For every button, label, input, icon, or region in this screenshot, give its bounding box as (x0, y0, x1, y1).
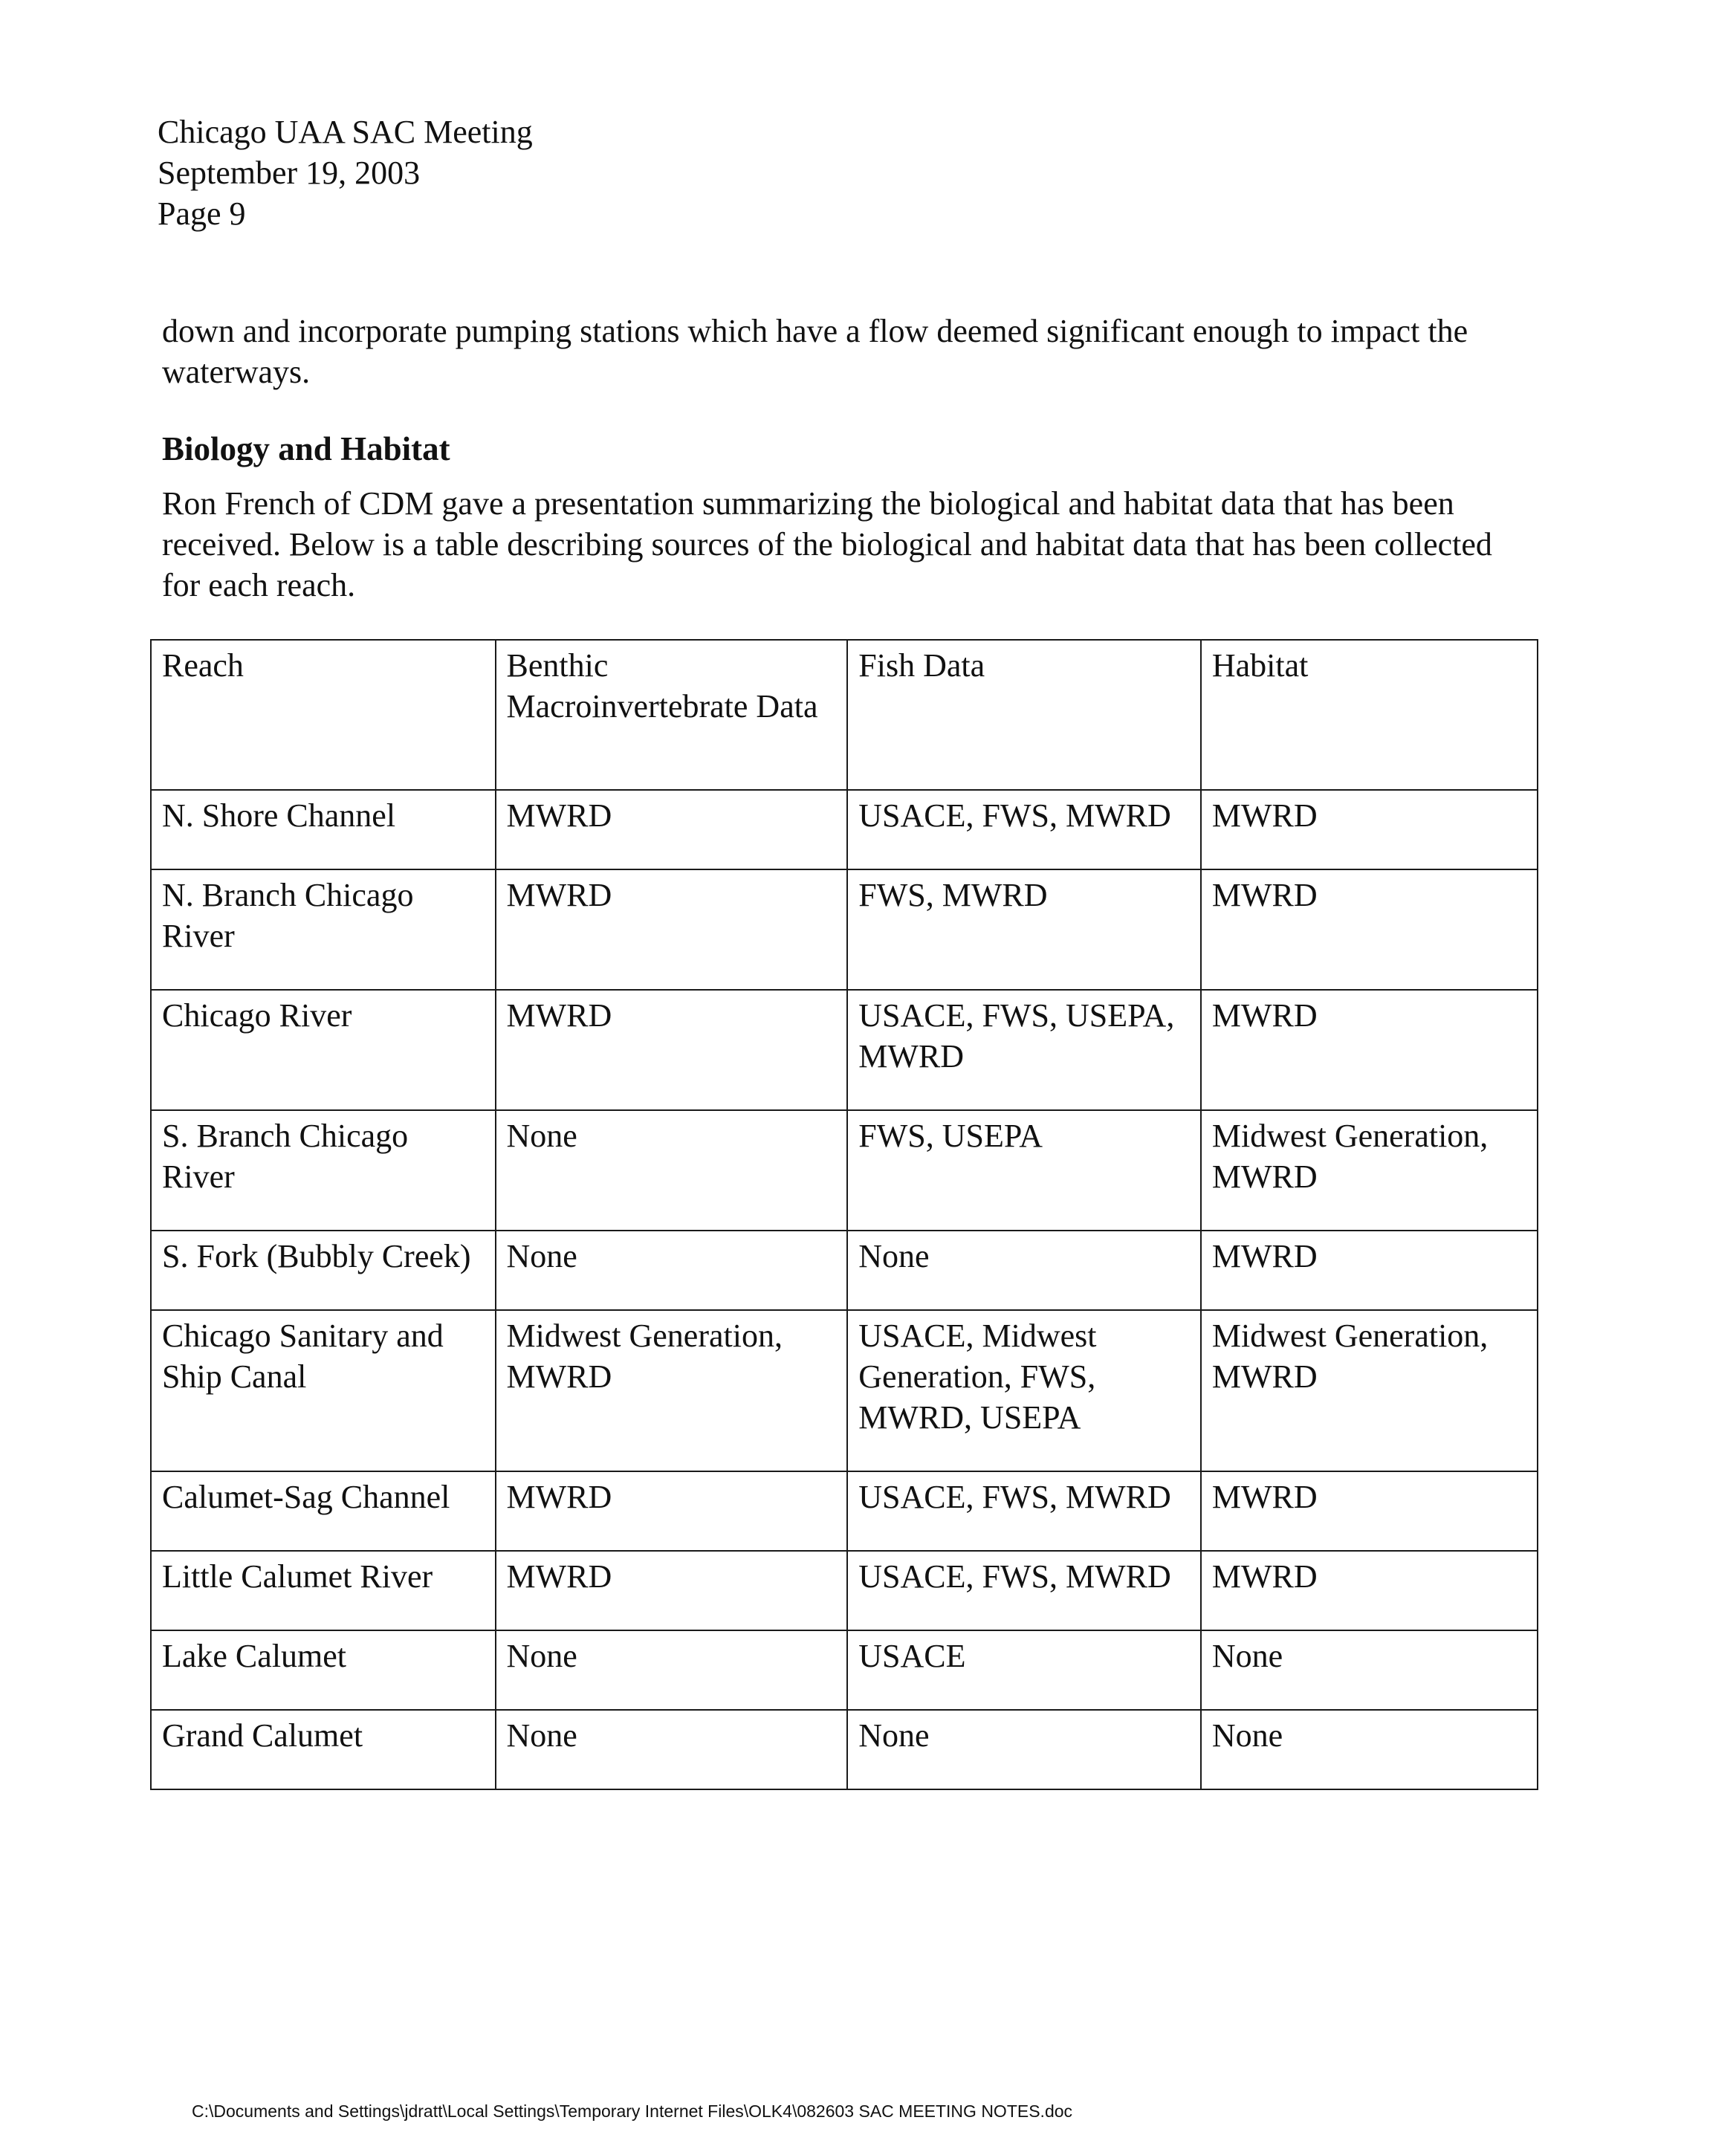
cell-fish: FWS, USEPA (847, 1110, 1201, 1231)
cell-benthic: None (496, 1231, 848, 1310)
cell-habitat: MWRD (1201, 1231, 1538, 1310)
table-row (151, 1710, 1538, 1789)
table-row (151, 1471, 1538, 1551)
cell-reach: Little Calumet River (151, 1551, 496, 1630)
header-cell-fish: Fish Data (847, 640, 1201, 790)
table-row (151, 869, 1538, 990)
cell-fish: FWS, MWRD (847, 869, 1201, 990)
cell-habitat: Midwest Generation, MWRD (1201, 1110, 1538, 1231)
cell-benthic: MWRD (496, 790, 848, 869)
cell-habitat: MWRD (1201, 1551, 1538, 1630)
cell-habitat: MWRD (1201, 1471, 1538, 1551)
cell-reach: N. Shore Channel (151, 790, 496, 869)
footer-file-path: C:\Documents and Settings\jdratt\Local Settings\Temporary Internet Files\OLK4\082603 SAC MEETING NOTES.doc (192, 2101, 1073, 2121)
header-cell-benthic: Benthic Macroinvertebrate Data (496, 640, 848, 790)
cell-fish: USACE, FWS, MWRD (847, 1471, 1201, 1551)
header-cell-habitat: Habitat (1201, 640, 1538, 790)
header-page-number: Page 9 (158, 195, 246, 232)
table-row (151, 1630, 1538, 1710)
cell-habitat: None (1201, 1710, 1538, 1789)
document-header (158, 111, 533, 234)
cell-benthic: MWRD (496, 990, 848, 1110)
cell-fish: USACE, FWS, MWRD (847, 1551, 1201, 1630)
cell-fish: None (847, 1710, 1201, 1789)
cell-reach: S. Fork (Bubbly Creek) (151, 1231, 496, 1310)
table-row (151, 1231, 1538, 1310)
data-sources-table (150, 639, 1538, 1790)
cell-habitat: None (1201, 1630, 1538, 1710)
cell-fish: None (847, 1231, 1201, 1310)
table-row (151, 1310, 1538, 1471)
header-date: September 19, 2003 (158, 155, 421, 191)
table-row (151, 1551, 1538, 1630)
cell-habitat: Midwest Generation, MWRD (1201, 1310, 1538, 1471)
cell-benthic: Midwest Generation, MWRD (496, 1310, 848, 1471)
table-row (151, 990, 1538, 1110)
table-header-row (151, 640, 1538, 790)
cell-fish: USACE, FWS, MWRD (847, 790, 1201, 869)
cell-benthic: None (496, 1110, 848, 1231)
cell-habitat: MWRD (1201, 869, 1538, 990)
section-paragraph: Ron French of CDM gave a presentation summarizing the biological and habitat data that has been received. Below is a table describing sources of the biological and habitat data that has been collected for each reach. (162, 485, 1492, 603)
cell-fish: USACE, Midwest Generation, FWS, MWRD, USEPA (847, 1310, 1201, 1471)
cell-benthic: MWRD (496, 1471, 848, 1551)
cell-fish: USACE (847, 1630, 1201, 1710)
cell-reach: Chicago Sanitary and Ship Canal (151, 1310, 496, 1471)
cell-habitat: MWRD (1201, 990, 1538, 1110)
table-row (151, 1110, 1538, 1231)
cell-reach: Chicago River (151, 990, 496, 1110)
table-row (151, 790, 1538, 869)
section-heading: Biology and Habitat (162, 430, 450, 467)
cell-benthic: MWRD (496, 1551, 848, 1630)
cell-benthic: MWRD (496, 869, 848, 990)
cell-reach: Lake Calumet (151, 1630, 496, 1710)
intro-paragraph: down and incorporate pumping stations which have a flow deemed significant enough to impact the waterways. (162, 313, 1468, 390)
cell-fish: USACE, FWS, USEPA, MWRD (847, 990, 1201, 1110)
cell-benthic: None (496, 1630, 848, 1710)
cell-reach: S. Branch Chicago River (151, 1110, 496, 1231)
cell-reach: N. Branch Chicago River (151, 869, 496, 990)
header-meeting-title: Chicago UAA SAC Meeting (158, 114, 533, 150)
cell-reach: Grand Calumet (151, 1710, 496, 1789)
cell-reach: Calumet-Sag Channel (151, 1471, 496, 1551)
cell-habitat: MWRD (1201, 790, 1538, 869)
header-cell-reach: Reach (151, 640, 496, 790)
cell-benthic: None (496, 1710, 848, 1789)
